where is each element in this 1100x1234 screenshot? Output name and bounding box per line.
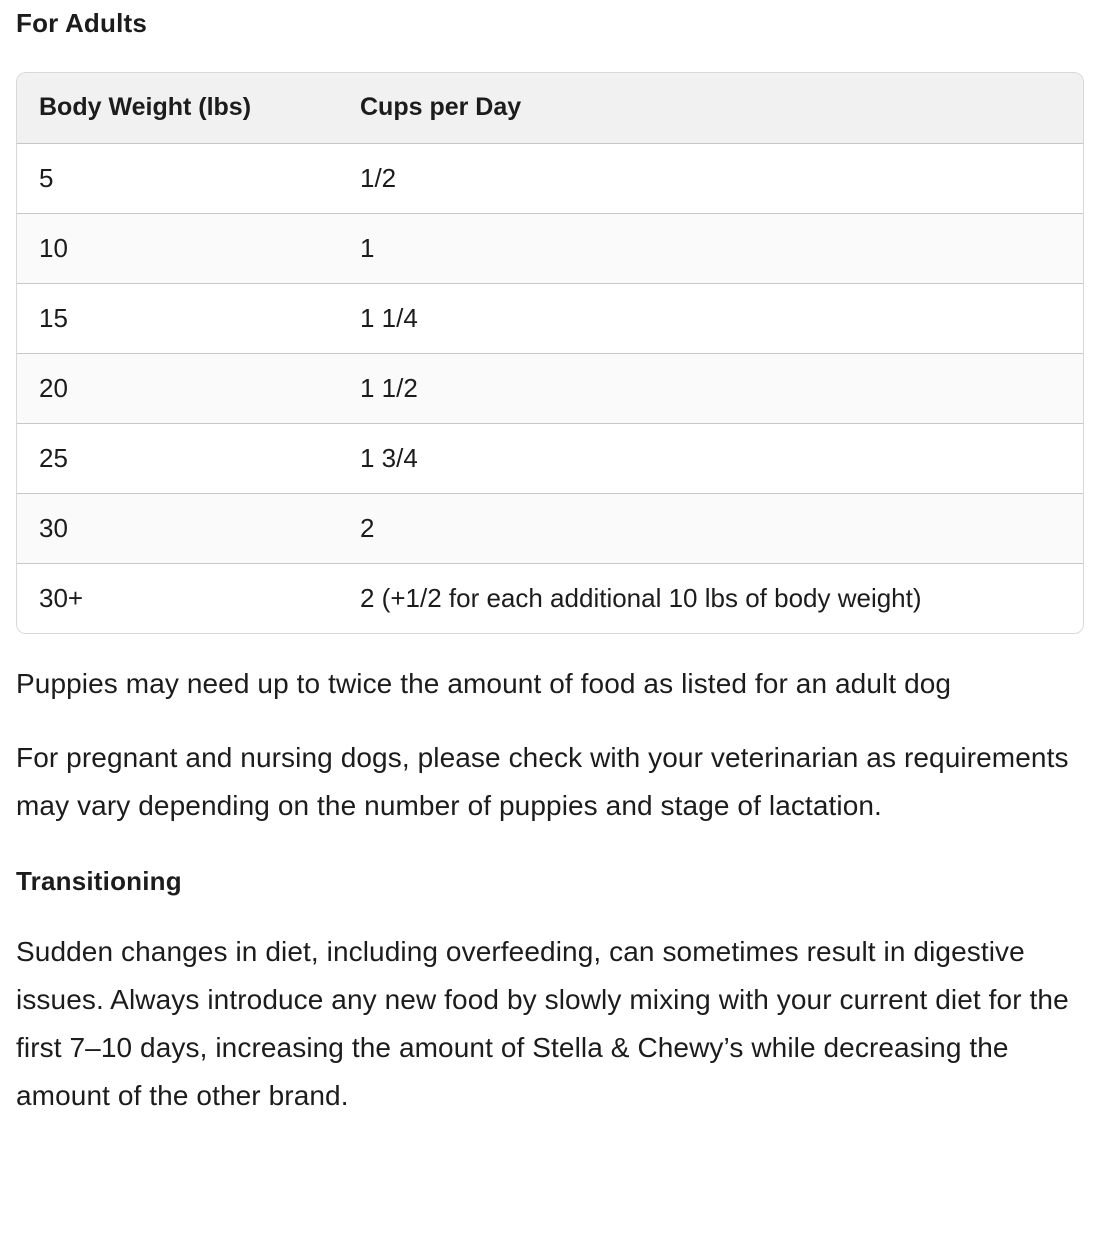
cups-per-day-cell: 1/2	[338, 143, 1083, 213]
col-header-cups-per-day: Cups per Day	[338, 73, 1083, 143]
cups-per-day-cell: 1 1/4	[338, 283, 1083, 353]
table-header-row	[17, 73, 1083, 143]
cups-per-day-cell: 1	[338, 213, 1083, 283]
cups-per-day-cell: 1 1/2	[338, 353, 1083, 423]
cups-per-day-cell: 2	[338, 493, 1083, 563]
section-heading-for-adults: For Adults	[16, 8, 148, 38]
puppies-note: Puppies may need up to twice the amount of food as listed for an adult dog	[16, 668, 952, 699]
body-weight-cell: 30	[17, 493, 338, 563]
transitioning-body: Sudden changes in diet, including overfeeding, can sometimes result in digestive issues. Always introduce any new food by slowly mixing with your current diet for the first 7–10 days, increasing the amount of Stella & Chewy’s while decreasing the amount of the other brand.	[16, 936, 1069, 1111]
table-row	[17, 143, 1083, 213]
table-row	[17, 353, 1083, 423]
col-header-body-weight: Body Weight (lbs)	[17, 73, 338, 143]
feeding-table	[16, 72, 1084, 634]
body-weight-cell: 5	[17, 143, 338, 213]
table-row	[17, 563, 1083, 633]
pregnant-nursing-note: For pregnant and nursing dogs, please check with your veterinarian as requirements may vary depending on the number of puppies and stage of lactation.	[16, 742, 1069, 821]
body-weight-cell: 25	[17, 423, 338, 493]
body-weight-cell: 30+	[17, 563, 338, 633]
body-weight-cell: 15	[17, 283, 338, 353]
table-row	[17, 493, 1083, 563]
table-row	[17, 283, 1083, 353]
table-row	[17, 423, 1083, 493]
table-row	[17, 213, 1083, 283]
body-weight-cell: 10	[17, 213, 338, 283]
section-heading-transitioning: Transitioning	[16, 866, 182, 896]
body-weight-cell: 20	[17, 353, 338, 423]
cups-per-day-cell: 2 (+1/2 for each additional 10 lbs of body weight)	[338, 563, 1083, 633]
cups-per-day-cell: 1 3/4	[338, 423, 1083, 493]
